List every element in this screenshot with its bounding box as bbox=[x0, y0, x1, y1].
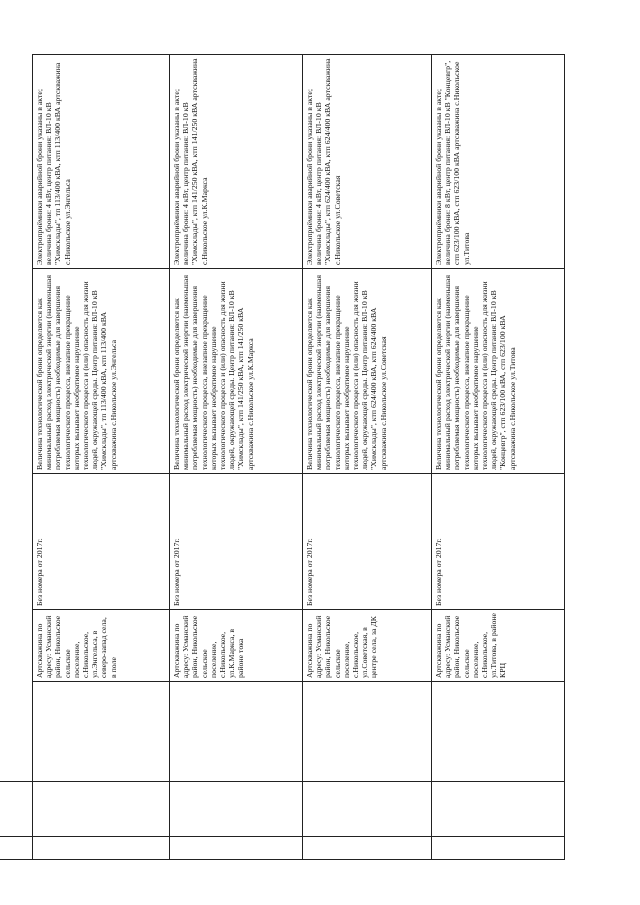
number-cell: Без номера от 2017г. bbox=[33, 474, 170, 610]
table-row bbox=[33, 55, 170, 860]
empty-cell bbox=[33, 682, 170, 782]
address-cell: Артскважина по адресу: Усманский район, Никольское сельское поселение, с.Никольское, ул.Энгельса, в северо-запад села, в поле bbox=[33, 610, 170, 682]
tech-reserve-cell: Величина технологической брони определяется как минимальный расход электрической энергии (наименьшая потребляемая мощность) необходимые для завершения технологического процесса, внезапное прекращение которых вызывает необратимое нарушение технологического процесса и (или) опасность для жизни людей, окружающей среды. Центр питания: ВЛ-10 кВ "Химсклады", ктп 624/400 кВА, ктп 624/400 кВА артскважина с.Никольское ул.Советская bbox=[303, 269, 432, 474]
number-cell: Без номера от 2017г. bbox=[432, 474, 565, 610]
empty-cell bbox=[170, 782, 303, 860]
address-cell: Артскважина по адресу: Усманский район, Никольское сельское поселение, с.Никольское, ул.К.Маркса, в районе тока bbox=[170, 610, 303, 682]
empty-cell bbox=[303, 682, 432, 782]
emergency-reserve-cell: Электроприёмники аварийной брони указаны в акте; величина брони: 4 кВт, центр питания: ВЛ-10 кВ "Химсклады", ктп 141/250 кВА, ктп 141/250 кВА артскважина с.Никольское ул.К.Маркса bbox=[170, 55, 303, 269]
empty-cell bbox=[432, 682, 565, 782]
address-cell: Артскважина по адресу: Усманский район, Никольское сельское поселение, с.Никольское, ул.Титова, в районе КРЦ bbox=[432, 610, 565, 682]
table-row bbox=[303, 55, 432, 860]
address-cell: Артскважина по адресу: Усманский район, Никольское сельское поселение, с.Никольское, ул.Советская, в центре села, за ДК bbox=[303, 610, 432, 682]
emergency-reserve-cell: Электроприёмники аварийной брони указаны в акте; величина брони: 4 кВт, центр питания: ВЛ-10 кВ "Химсклады", тп 113/400 кВА, ктп 113/400 кВА артскважина с.Никольское ул.Энгельса bbox=[33, 55, 170, 269]
empty-cell bbox=[33, 782, 170, 860]
reservation-table bbox=[32, 54, 565, 860]
empty-cell bbox=[303, 782, 432, 860]
tech-reserve-cell: Величина технологической брони определяется как минимальный расход электрической энергии (наименьшая потребляемая мощность) необходимые для завершения технологического процесса, внезапное прекращение которых вызывает необратимое нарушение технологического процесса и (или) опасность для жизни людей, окружающей среды. Центр питания: ВЛ-10 кВ "Концевгр", стп 623/100 кВА, стп 623/100 кВА артскважина с.Никольское ул.Титова bbox=[432, 269, 565, 474]
tech-reserve-cell: Величина технологической брони определяется как минимальный расход электрической энергии (наименьшая потребляемая мощность) необходимые для завершения технологического процесса, внезапное прекращение которых вызывает необратимое нарушение технологического процесса и (или) опасность для жизни людей, окружающей среды. Центр питания: ВЛ-10 кВ "Химсклады", ктп 141/250 кВА, ктп 141/250 кВА артскважина с.Никольское ул.К.Маркса bbox=[170, 269, 303, 474]
tech-reserve-cell: Величина технологической брони определяется как минимальный расход электрической энергии (наименьшая потребляемая мощность) необходимые для завершения технологического процесса, внезапное прекращение которых вызывает необратимое нарушение технологического процесса и (или) опасность для жизни людей, окружающей среды. Центр питания: ВЛ-10 кВ "Химсклады", тп 113/400 кВА, ктп 113/400 кВА артскважина с.Никольское ул.Энгельса bbox=[33, 269, 170, 474]
table-row bbox=[432, 55, 565, 860]
number-cell: Без номера от 2017г. bbox=[170, 474, 303, 610]
empty-cell bbox=[432, 782, 565, 860]
empty-cell bbox=[170, 682, 303, 782]
table-row bbox=[170, 55, 303, 860]
number-cell: Без номера от 2017г. bbox=[303, 474, 432, 610]
emergency-reserve-cell: Электроприёмники аварийной брони указаны в акте; величина брони: 8 кВт, центр питания: ВЛ-10 кВ "Концевгр", стп 623/100 кВА, стп 623/100 кВА артскважина с.Никольское ул.Титова bbox=[432, 55, 565, 269]
emergency-reserve-cell: Электроприёмники аварийной брони указаны в акте; величина брони: 4 кВт, центр питания: ВЛ-10 кВ "Химсклады", ктп 624/400 кВА, ктп 624/400 кВА артскважина с.Никольское ул.Советская bbox=[303, 55, 432, 269]
